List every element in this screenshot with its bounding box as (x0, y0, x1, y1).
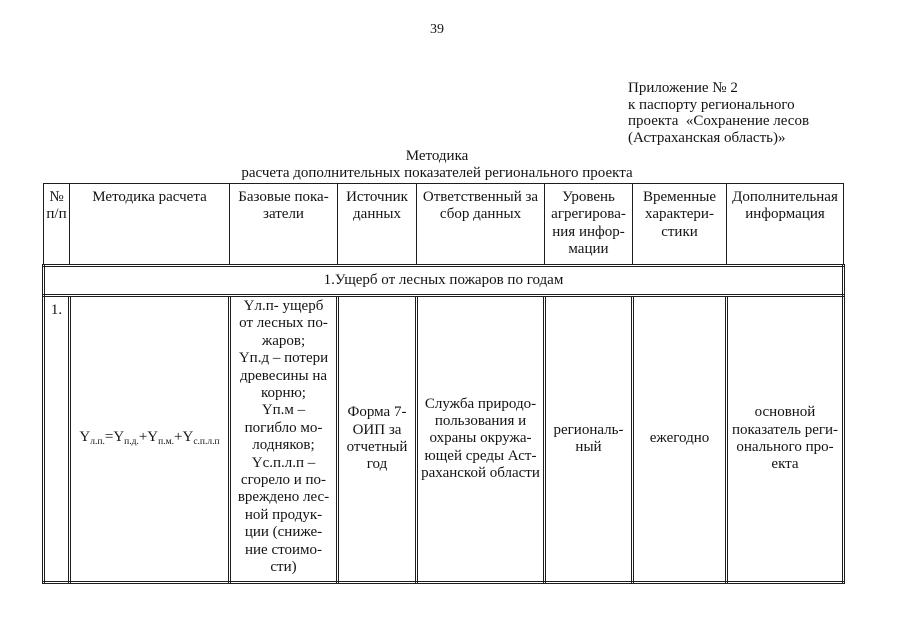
base-indicator-line: ции (сниже- (244, 524, 323, 541)
data-source-line: Форма 7- (347, 404, 407, 421)
data-source-line: отчетный (346, 439, 408, 455)
header-aggregation-level (545, 184, 633, 266)
header-line: Базовые пока- (238, 189, 329, 205)
header-line: агрегирова- (551, 206, 626, 223)
base-indicator-line: сгорело и по- (240, 472, 327, 489)
additional-info-cell (727, 296, 844, 583)
responsible-line: Служба природо- (424, 395, 537, 412)
base-indicator-line: от лесных по- (239, 315, 328, 332)
formula-subscript: п.м. (158, 437, 174, 448)
formula-subscript: л.п. (90, 437, 105, 448)
methodology-table (42, 183, 845, 584)
section-row (44, 266, 844, 296)
data-source-cell (338, 296, 417, 583)
header-line: Методика расчета (92, 189, 207, 205)
base-indicator-line: древесины на (239, 367, 328, 384)
responsible-line: охраны окружа- (429, 430, 532, 447)
page-number: 39 (430, 22, 444, 37)
base-indicator-line: Yл.п- ущерб (243, 298, 324, 314)
responsible-line: ющей среды Аст- (424, 447, 537, 464)
additional-info-line: основной (754, 404, 816, 421)
formula-symbol: Y (113, 429, 125, 446)
table-header-row (44, 184, 844, 266)
formula-operator: + (138, 429, 148, 446)
data-source-line: ОИП за (352, 421, 402, 438)
responsible-line: пользования и (434, 413, 527, 430)
responsible-line: раханской области (421, 464, 540, 481)
additional-info-line: екта (771, 456, 799, 473)
header-data-source (338, 184, 417, 266)
header-line: Ответственный за (422, 189, 539, 205)
table-row (44, 296, 844, 583)
document-title (187, 148, 687, 181)
base-indicator-line: Yп.д – потери (238, 350, 329, 367)
header-line: стики (661, 223, 698, 240)
header-line: п/п (46, 206, 67, 223)
appendix-line: (Астраханская область)» (628, 130, 786, 147)
appendix-line: к паспорту регионального (628, 96, 795, 113)
header-line: затели (263, 206, 304, 223)
base-indicator-line: погибло мо- (244, 419, 323, 436)
section-title: 1.Ущерб от лесных пожаров по годам (44, 266, 844, 296)
header-line: характери- (645, 206, 714, 223)
header-line: Источник (346, 189, 408, 205)
header-base-indicators (230, 184, 338, 266)
base-indicator-line: жаров; (261, 332, 306, 349)
time-characteristics-line: ежегодно (649, 430, 710, 447)
header-line: данных (353, 206, 401, 223)
aggregation-level-cell (545, 296, 633, 583)
formula-operator: = (104, 429, 114, 446)
base-indicator-line: Yп.м – (261, 402, 306, 419)
formula-symbol: Y (182, 429, 194, 446)
header-line: информация (745, 206, 825, 223)
header-method (70, 184, 230, 266)
appendix-line: Приложение № 2 (628, 80, 738, 96)
formula-subscript: с.п.л.п (193, 437, 220, 448)
row-number: 1. (44, 296, 70, 583)
header-line: мации (568, 240, 609, 257)
aggregation-level-line: ный (575, 439, 602, 455)
additional-info-line: показатель реги- (731, 421, 839, 438)
header-line: сбор данных (439, 206, 522, 223)
base-indicator-line: сти) (270, 559, 297, 576)
formula-symbol: Y (147, 429, 159, 446)
header-responsible (417, 184, 545, 266)
base-indicators-cell (230, 296, 338, 583)
title-subheading: расчета дополнительных показателей регионального проекта (241, 164, 633, 181)
header-additional-info (727, 184, 844, 266)
formula-cell (70, 296, 230, 583)
time-characteristics-cell (633, 296, 727, 583)
calculation-formula (79, 429, 219, 448)
base-indicator-line: ной продук- (244, 506, 323, 523)
formula-subscript: п.д. (124, 437, 139, 448)
header-line: Уровень (562, 189, 615, 205)
aggregation-level-line: региональ- (553, 421, 624, 438)
header-line: № (49, 189, 64, 205)
header-line: Дополнительная (732, 189, 838, 205)
appendix-line: проекта «Сохранение лесов (628, 113, 810, 130)
title-heading: Методика (405, 148, 469, 164)
formula-symbol: Y (79, 429, 91, 446)
data-source-line: год (366, 456, 388, 473)
base-indicator-line: лодняков; (252, 437, 315, 454)
header-line: ния инфор- (552, 223, 625, 240)
additional-info-line: онального про- (736, 439, 834, 455)
base-indicator-line: вреждено лес- (237, 489, 330, 506)
header-number (44, 184, 70, 266)
formula-operator: + (174, 429, 183, 446)
base-indicator-line: корню; (261, 385, 306, 402)
appendix-note (628, 80, 809, 147)
header-line: Временные (642, 189, 717, 205)
responsible-cell (417, 296, 545, 583)
header-time-characteristics (633, 184, 727, 266)
base-indicator-line: Yс.п.л.п – (251, 454, 316, 471)
base-indicator-line: ние стоимо- (245, 541, 322, 558)
